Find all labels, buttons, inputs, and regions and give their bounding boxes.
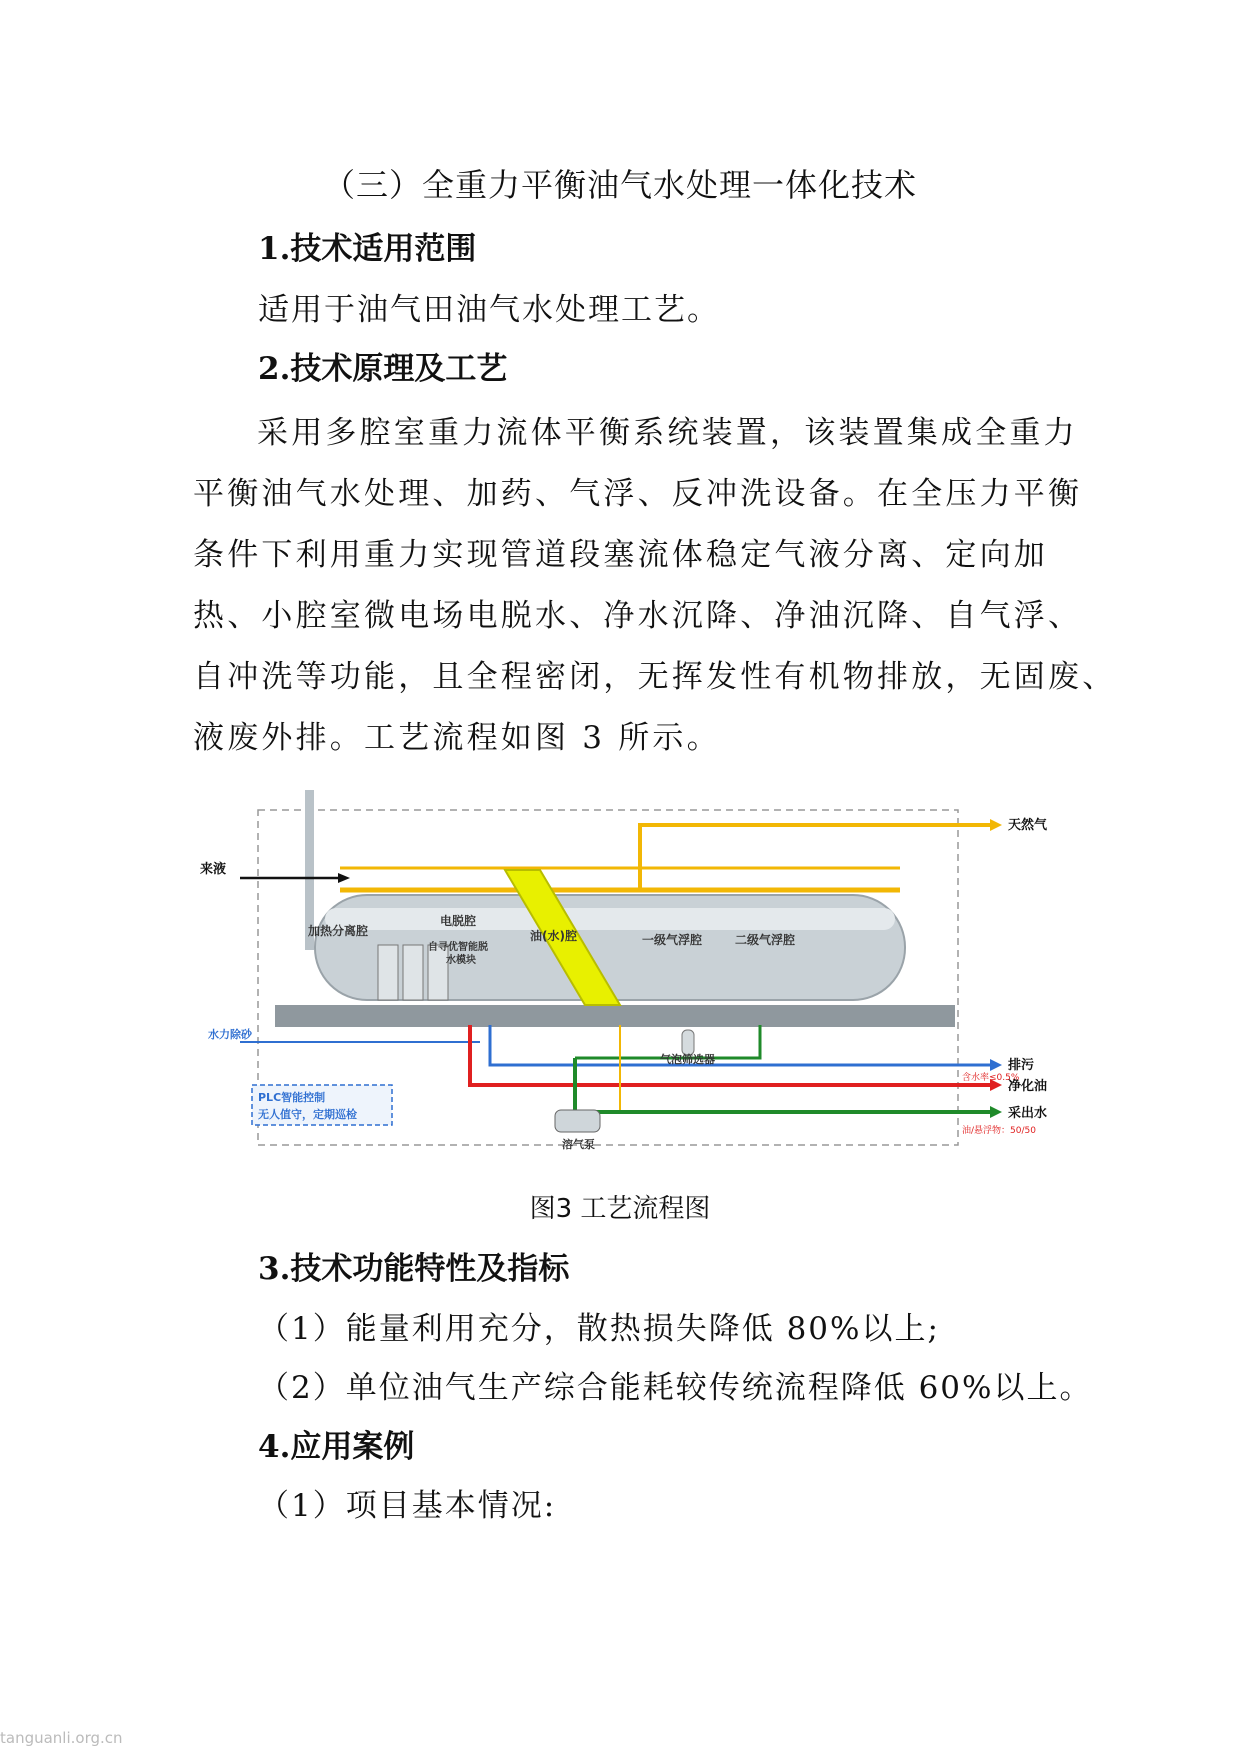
paragraph-line: 自冲洗等功能，且全程密闭，无挥发性有机物排放，无固废、 — [193, 659, 1117, 695]
section-3-heading: 3.技术功能特性及指标 — [258, 1251, 570, 1287]
section-2-paragraph — [193, 403, 1117, 769]
sand-removal-label: 水力除砂 — [208, 1028, 252, 1041]
plc-label: PLC智能控制 — [258, 1091, 326, 1104]
clean-oil-line — [470, 1025, 990, 1085]
gas-label: 天然气 — [1008, 818, 1048, 833]
section-1-heading: 1.技术适用范围 — [258, 231, 477, 267]
watermark: tanguanli.org.cn — [0, 1729, 123, 1747]
control-cabinet — [428, 945, 448, 1000]
float-1-label: 一级气浮腔 — [642, 933, 703, 947]
control-cabinet — [403, 945, 423, 1000]
heat-separation-label: 加热分离腔 — [308, 924, 369, 938]
dissolved-gas-pump — [555, 1110, 600, 1132]
control-cabinet — [378, 945, 398, 1000]
case-item: （1）项目基本情况: — [258, 1488, 557, 1524]
module-label-line2: 水模块 — [446, 955, 476, 966]
feature-item: （1）能量利用充分，散热损失降低 80%以上; — [258, 1311, 940, 1347]
water-cut-label: 含水率≤0.5% — [962, 1073, 1020, 1083]
bubble-selector-label: 气泡筛选器 — [660, 1053, 715, 1066]
feature-item: （2）单位油气生产综合能耗较传统流程降低 60%以上。 — [258, 1370, 1093, 1406]
oil-ratio-label: 油/悬浮物：50/50 — [962, 1126, 1036, 1136]
pump-label: 溶气泵 — [562, 1138, 595, 1151]
produced-water-label: 采出水 — [1008, 1106, 1048, 1121]
drain-label: 排污 — [1008, 1058, 1035, 1073]
inlet-label: 来液 — [200, 862, 227, 877]
page-title: （三）全重力平衡油气水处理一体化技术 — [322, 166, 917, 204]
figure-caption: 图3 工艺流程图 — [529, 1194, 711, 1224]
bubble-selector — [682, 1030, 694, 1055]
oil-water-label: 油(水)腔 — [530, 929, 577, 943]
process-flow-figure — [200, 780, 1070, 1160]
gas-line — [640, 825, 990, 890]
paragraph-line: 热、小腔室微电场电脱水、净水沉降、净油沉降、自气浮、 — [193, 598, 1083, 634]
float-2-label: 二级气浮腔 — [735, 933, 796, 947]
plc-label-line2: 无人值守，定期巡检 — [258, 1108, 357, 1121]
tank-highlight — [325, 908, 895, 930]
section-2-heading: 2.技术原理及工艺 — [258, 351, 508, 387]
electro-dehydration-label: 电脱腔 — [440, 914, 477, 928]
skid-base — [275, 1005, 955, 1027]
drain-arrow-icon — [990, 1059, 1002, 1071]
clean-oil-label: 净化油 — [1008, 1079, 1048, 1094]
section-4-heading: 4.应用案例 — [258, 1429, 415, 1465]
process-flow-diagram — [200, 780, 1070, 1160]
paragraph-line: 采用多腔室重力流体平衡系统装置，该装置集成全重力 — [257, 415, 1078, 451]
paragraph-line: 平衡油气水处理、加药、气浮、反冲洗设备。在全压力平衡 — [193, 476, 1083, 512]
module-label: 自寻优智能脱 — [428, 942, 488, 953]
paragraph-line: 液废外排。工艺流程如图 3 所示。 — [193, 720, 721, 756]
inlet-arrow-icon — [338, 873, 350, 883]
paragraph-line: 条件下利用重力实现管道段塞流体稳定气液分离、定向加 — [193, 537, 1048, 573]
section-1-text: 适用于油气田油气水处理工艺。 — [258, 292, 720, 328]
produced-water-arrow-icon — [990, 1106, 1002, 1118]
gas-arrow-icon — [990, 819, 1002, 831]
